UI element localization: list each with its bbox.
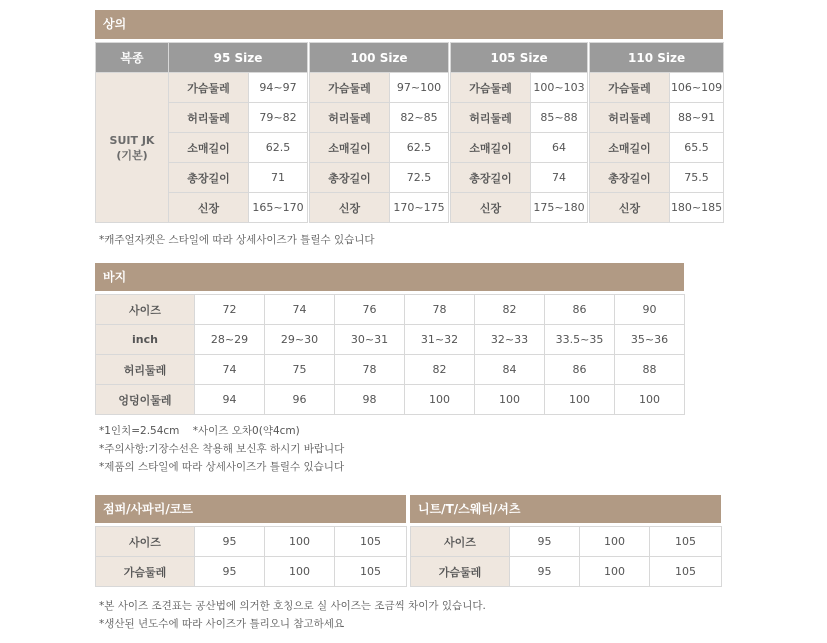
value-cell: 79~82 xyxy=(249,103,308,133)
value-cell: 165~170 xyxy=(249,193,308,223)
value-cell: 85~88 xyxy=(531,103,588,133)
top-section-title: 상의 xyxy=(95,10,723,39)
pants-size-table xyxy=(95,294,685,415)
row-label: 총장길이 xyxy=(590,163,670,193)
value-cell: 105 xyxy=(335,557,407,587)
value-cell: 29~30 xyxy=(265,325,335,355)
row-label: 소매길이 xyxy=(169,133,249,163)
value-cell: 62.5 xyxy=(390,133,449,163)
value-cell: 82 xyxy=(405,355,475,385)
value-cell: 74 xyxy=(531,163,588,193)
value-cell: 100 xyxy=(580,557,650,587)
value-cell: 33.5~35 xyxy=(545,325,615,355)
row-label: 사이즈 xyxy=(411,527,510,557)
value-cell: 98 xyxy=(335,385,405,415)
row-label: 허리둘레 xyxy=(96,355,195,385)
value-cell: 100 xyxy=(475,385,545,415)
top-note: *캐주얼자켓은 스타일에 따라 상세사이즈가 틀릴수 있습니다 xyxy=(99,234,375,246)
row-label: 가슴둘레 xyxy=(310,73,390,103)
row-label: 가슴둘레 xyxy=(451,73,531,103)
value-cell: 100 xyxy=(405,385,475,415)
value-cell: 82 xyxy=(475,295,545,325)
value-cell: 62.5 xyxy=(249,133,308,163)
value-cell: 78 xyxy=(405,295,475,325)
value-cell: 86 xyxy=(545,295,615,325)
row-label: inch xyxy=(96,325,195,355)
row-label: 허리둘레 xyxy=(310,103,390,133)
size-header: 110 Size xyxy=(590,43,724,73)
row-label: 엉덩이둘레 xyxy=(96,385,195,415)
value-cell: 180~185 xyxy=(670,193,724,223)
jumper-size-table xyxy=(95,526,407,587)
row-label: 가슴둘레 xyxy=(411,557,510,587)
value-cell: 30~31 xyxy=(335,325,405,355)
value-cell: 100 xyxy=(545,385,615,415)
value-cell: 72.5 xyxy=(390,163,449,193)
value-cell: 170~175 xyxy=(390,193,449,223)
value-cell: 90 xyxy=(615,295,685,325)
row-label: 가슴둘레 xyxy=(169,73,249,103)
size-header: 100 Size xyxy=(310,43,449,73)
pants-note: *제품의 스타일에 따라 상세사이즈가 틀릴수 있습니다 xyxy=(99,461,345,473)
value-cell: 100 xyxy=(265,557,335,587)
value-cell: 100 xyxy=(265,527,335,557)
value-cell: 106~109 xyxy=(670,73,724,103)
value-cell: 95 xyxy=(195,557,265,587)
category-name: SUIT JK xyxy=(109,133,155,147)
footer-note: *본 사이즈 조견표는 공산법에 의거한 호칭으로 실 사이즈는 조금씩 차이가 있습니다. xyxy=(99,600,486,612)
row-label: 총장길이 xyxy=(310,163,390,193)
value-cell: 100~103 xyxy=(531,73,588,103)
value-cell: 95 xyxy=(510,557,580,587)
value-cell: 65.5 xyxy=(670,133,724,163)
size-header: 105 Size xyxy=(451,43,588,73)
pants-note: *1인치=2.54cm *사이즈 오차0(약4cm) xyxy=(99,425,300,437)
row-label: 총장길이 xyxy=(169,163,249,193)
value-cell: 74 xyxy=(195,355,265,385)
value-cell: 31~32 xyxy=(405,325,475,355)
row-label: 신장 xyxy=(590,193,670,223)
knit-section-title: 니트/T/스웨터/셔츠 xyxy=(410,495,721,523)
category-sub: (기본) xyxy=(116,148,148,162)
value-cell: 86 xyxy=(545,355,615,385)
value-cell: 64 xyxy=(531,133,588,163)
row-label: 허리둘레 xyxy=(169,103,249,133)
value-cell: 78 xyxy=(335,355,405,385)
value-cell: 32~33 xyxy=(475,325,545,355)
category-cell xyxy=(96,73,169,223)
row-label: 신장 xyxy=(451,193,531,223)
row-label: 신장 xyxy=(169,193,249,223)
value-cell: 72 xyxy=(195,295,265,325)
row-label: 소매길이 xyxy=(310,133,390,163)
row-label: 가슴둘레 xyxy=(590,73,670,103)
footer-note: *생산된 년도수에 따라 사이즈가 틀리오니 참고하세요 xyxy=(99,618,345,630)
value-cell: 75 xyxy=(265,355,335,385)
value-cell: 100 xyxy=(615,385,685,415)
pants-note: *주의사항:기장수선은 착용해 보신후 하시기 바랍니다 xyxy=(99,443,345,455)
value-cell: 28~29 xyxy=(195,325,265,355)
value-cell: 97~100 xyxy=(390,73,449,103)
value-cell: 84 xyxy=(475,355,545,385)
row-label: 가슴둘레 xyxy=(96,557,195,587)
value-cell: 100 xyxy=(580,527,650,557)
row-label: 사이즈 xyxy=(96,527,195,557)
value-cell: 95 xyxy=(510,527,580,557)
value-cell: 82~85 xyxy=(390,103,449,133)
value-cell: 35~36 xyxy=(615,325,685,355)
row-label: 허리둘레 xyxy=(451,103,531,133)
row-label: 소매길이 xyxy=(451,133,531,163)
value-cell: 105 xyxy=(650,527,722,557)
value-cell: 94 xyxy=(195,385,265,415)
row-label: 총장길이 xyxy=(451,163,531,193)
row-label: 허리둘레 xyxy=(590,103,670,133)
row-label: 소매길이 xyxy=(590,133,670,163)
value-cell: 88 xyxy=(615,355,685,385)
value-cell: 71 xyxy=(249,163,308,193)
pants-section-title: 바지 xyxy=(95,263,684,291)
value-cell: 95 xyxy=(195,527,265,557)
value-cell: 94~97 xyxy=(249,73,308,103)
value-cell: 105 xyxy=(650,557,722,587)
row-label: 신장 xyxy=(310,193,390,223)
value-cell: 96 xyxy=(265,385,335,415)
value-cell: 88~91 xyxy=(670,103,724,133)
top-size-table xyxy=(95,42,724,223)
value-cell: 175~180 xyxy=(531,193,588,223)
value-cell: 75.5 xyxy=(670,163,724,193)
jumper-section-title: 점퍼/사파리/코트 xyxy=(95,495,406,523)
item-header: 복종 xyxy=(96,43,169,73)
value-cell: 76 xyxy=(335,295,405,325)
knit-size-table xyxy=(410,526,722,587)
value-cell: 74 xyxy=(265,295,335,325)
row-label: 사이즈 xyxy=(96,295,195,325)
size-header: 95 Size xyxy=(169,43,308,73)
value-cell: 105 xyxy=(335,527,407,557)
